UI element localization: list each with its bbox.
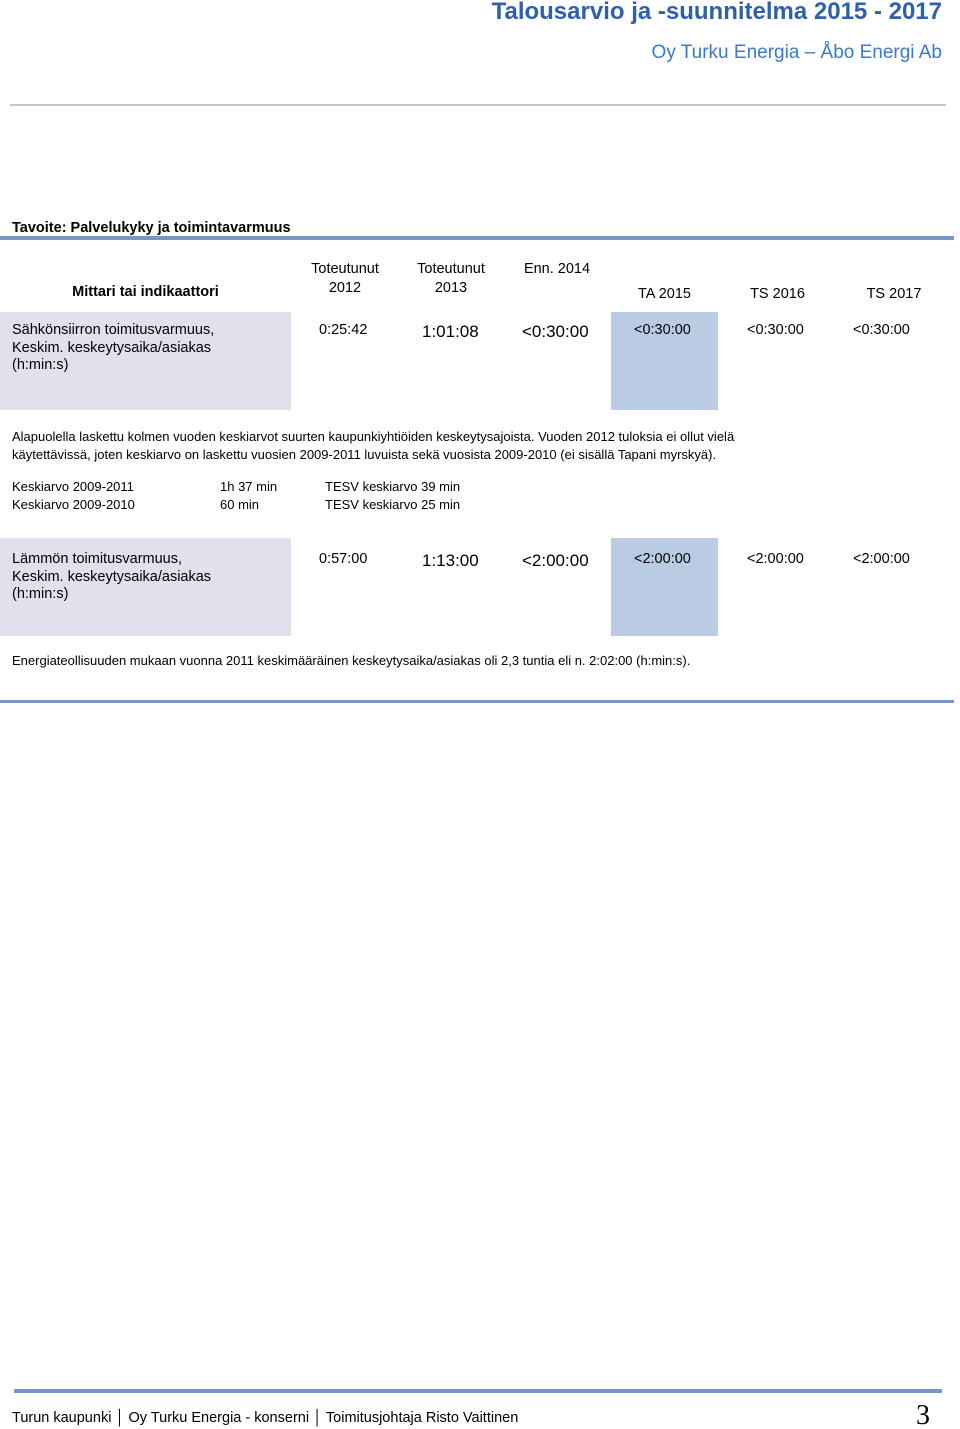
row-electricity-2012: 0:25:42: [319, 322, 368, 338]
row-heat-label-line3: (h:min:s): [12, 586, 69, 602]
row-electricity-2015: <0:30:00: [634, 322, 691, 338]
row-heat-label-line1: Lämmön toimitusvarmuus,: [12, 551, 183, 567]
row-electricity-label: [12, 322, 214, 375]
column-header-ts2017: TS 2017: [866, 286, 922, 302]
table-top-band: [0, 236, 954, 240]
column-header-2012-line2: 2012: [328, 280, 362, 296]
row-electricity-label-line2: Keskim. keskeytysaika/asiakas: [12, 339, 212, 356]
goal-heading: Tavoite: Palvelukyky ja toimintavarmuus: [12, 220, 291, 236]
row-heat-label-line2: Keskim. keskeytysaika/asiakas: [12, 568, 212, 585]
row-electricity-2014: <0:30:00: [522, 322, 589, 341]
average-2009-2011-label: Keskiarvo 2009-2011: [12, 479, 134, 494]
column-header-2013: [400, 260, 502, 298]
average-2009-2010-tesv: TESV keskiarvo 25 min: [325, 497, 461, 512]
column-header-2012: [295, 260, 395, 298]
row-heat-2012: 0:57:00: [319, 551, 368, 567]
page-number: 3: [916, 1400, 930, 1429]
row-heat-2016: <2:00:00: [747, 551, 804, 567]
electricity-note-line1: Alapuolella laskettu kolmen vuoden keskiarvot suurten kaupunkiyhtiöiden keskeytysajoista. Vuoden 2012 tuloksia ei ollut vielä: [12, 429, 735, 444]
row-heat-2013: 1:13:00: [422, 551, 479, 570]
average-2009-2011-tesv: TESV keskiarvo 39 min: [325, 479, 461, 494]
row-electricity-2017: <0:30:00: [853, 322, 910, 338]
average-2009-2010-label: Keskiarvo 2009-2010: [12, 497, 135, 512]
row-heat-2015: <2:00:00: [634, 551, 691, 567]
company-name: Oy Turku Energia – Åbo Energi Ab: [651, 42, 942, 63]
column-header-2012-line1: Toteutunut: [311, 261, 379, 277]
row-electricity-2016: <0:30:00: [747, 322, 804, 338]
electricity-note-line2: käytettävissä, joten keskiarvo on laskettu vuosien 2009-2011 luvuista sekä vuosista 2009-2010 (ei sisällä Tapani myrskyä).: [12, 447, 717, 462]
column-header-indicator: Mittari tai indikaattori: [72, 284, 219, 300]
row-electricity-2013: 1:01:08: [422, 322, 479, 341]
row-heat-2014: <2:00:00: [522, 551, 589, 570]
column-header-ta2015: TA 2015: [638, 286, 691, 302]
footer-text: Turun kaupunki │ Oy Turku Energia - konserni │ Toimitusjohtaja Risto Vaittinen: [12, 1410, 519, 1426]
header-divider: [10, 104, 946, 106]
footer-divider: [14, 1389, 942, 1393]
row-heat-2017: <2:00:00: [853, 551, 910, 567]
column-header-enn2014: Enn. 2014: [523, 261, 591, 277]
column-header-2013-line2: 2013: [434, 280, 468, 296]
column-header-2013-line1: Toteutunut: [417, 261, 485, 277]
document-title: Talousarvio ja -suunnitelma 2015 - 2017: [491, 0, 942, 25]
average-2009-2010-value: 60 min: [220, 497, 260, 512]
average-2009-2011-value: 1h 37 min: [220, 479, 278, 494]
row-heat-label: [12, 551, 211, 604]
row-electricity-label-line3: (h:min:s): [12, 357, 69, 373]
row-electricity-label-line1: Sähkönsiirron toimitusvarmuus,: [12, 322, 215, 338]
heat-note: Energiateollisuuden mukaan vuonna 2011 keskimääräinen keskeytysaika/asiakas oli 2,3 tuntia eli n. 2:02:00 (h:min:s).: [12, 653, 691, 668]
table-bottom-band: [0, 700, 954, 703]
column-header-ts2016: TS 2016: [750, 286, 805, 302]
